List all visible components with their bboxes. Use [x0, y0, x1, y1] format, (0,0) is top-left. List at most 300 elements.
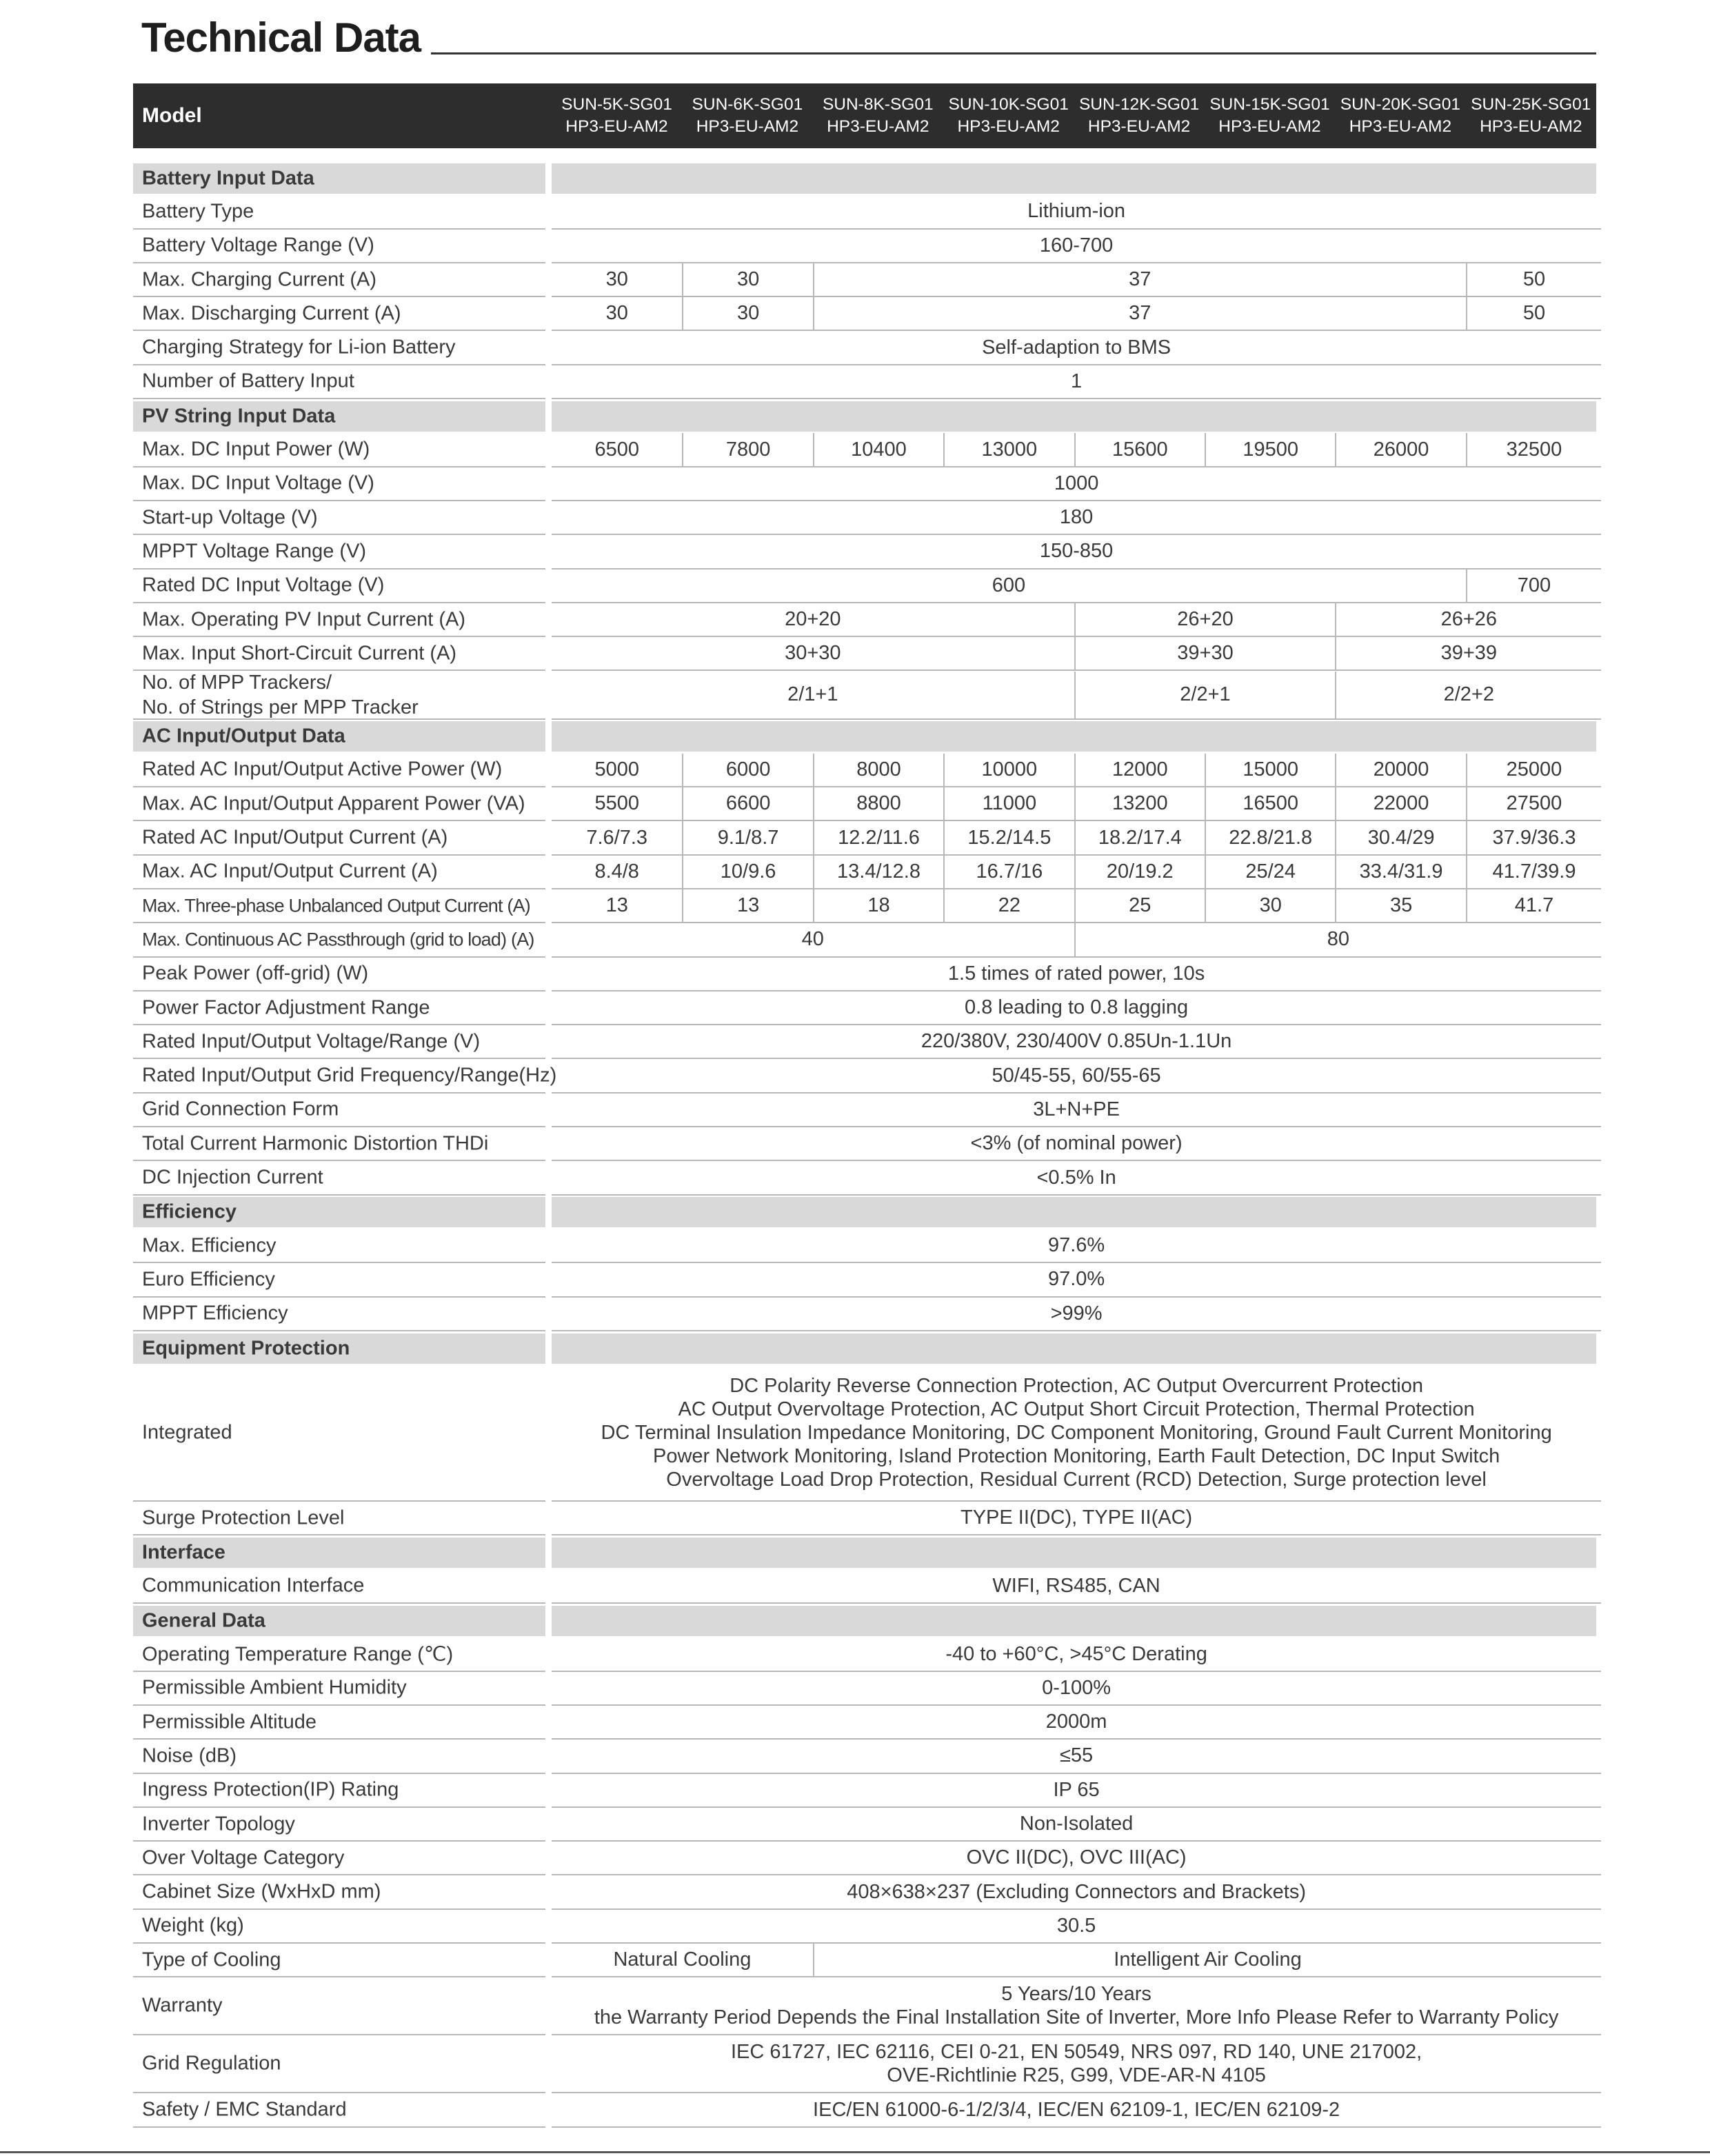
spec-value: 25 [1074, 889, 1205, 923]
section-header [133, 401, 1596, 432]
spec-value: 50/45-55, 60/55-65 [552, 1060, 1601, 1094]
spec-label: Start-up Voltage (V) [142, 506, 318, 529]
spec-label: Communication Interface [142, 1574, 365, 1597]
spec-value: 26+26 [1335, 603, 1601, 637]
spec-value: IEC/EN 61000-6-1/2/3/4, IEC/EN 62109-1, IEC/EN 62109-2 [552, 2093, 1601, 2127]
spec-row [133, 754, 1596, 787]
spec-row [133, 1263, 1596, 1297]
spec-value: >99% [552, 1298, 1601, 1331]
spec-label-cell [133, 1977, 545, 2035]
spec-value: 20/19.2 [1074, 856, 1205, 889]
spec-label-cell [133, 230, 545, 263]
spec-label: Type of Cooling [142, 1948, 281, 1971]
spec-row [133, 672, 1596, 720]
spec-label: Rated AC Input/Output Current (A) [142, 826, 448, 849]
spec-value: 16.7/16 [943, 856, 1074, 889]
spec-value-line: AC Output Overvoltage Protection, AC Output Short Circuit Protection, Thermal Protection [678, 1398, 1475, 1421]
spec-row [133, 1876, 1596, 1910]
spec-row [133, 1365, 1596, 1502]
spec-value: WIFI, RS485, CAN [552, 1570, 1601, 1604]
spec-label: Noise (dB) [142, 1744, 237, 1767]
spec-value: 180 [552, 501, 1601, 535]
spec-label: Max. Charging Current (A) [142, 268, 377, 291]
spec-label: Rated Input/Output Voltage/Range (V) [142, 1030, 481, 1053]
spec-row [133, 1229, 1596, 1263]
section-title: AC Input/Output Data [142, 725, 345, 747]
section-label-box [133, 1333, 545, 1364]
spec-row [133, 1706, 1596, 1740]
section-fill [552, 1606, 1596, 1636]
section-fill [552, 1333, 1596, 1364]
spec-value: 22.8/21.8 [1205, 821, 1335, 855]
model-column-header [552, 94, 682, 138]
spec-row [133, 1127, 1596, 1161]
spec-value: Self-adaption to BMS [552, 332, 1601, 365]
spec-label-cell [133, 1842, 545, 1875]
spec-value: 12.2/11.6 [813, 821, 943, 855]
spec-row [133, 1638, 1596, 1671]
spec-value: <3% (of nominal power) [552, 1127, 1601, 1161]
spec-label: Battery Type [142, 200, 254, 223]
section-fill [552, 1197, 1596, 1227]
spec-row [133, 787, 1596, 821]
spec-row [133, 2035, 1596, 2093]
spec-row [133, 1977, 1596, 2035]
spec-value: Intelligent Air Cooling [813, 1944, 1601, 1977]
spec-value: 7800 [682, 433, 812, 467]
spec-value: 6500 [552, 433, 682, 467]
spec-value: 13 [682, 889, 812, 923]
spec-label: Battery Voltage Range (V) [142, 234, 374, 256]
spec-row [133, 2093, 1596, 2127]
spec-label: MPPT Efficiency [142, 1302, 288, 1324]
spec-value: 0-100% [552, 1672, 1601, 1706]
spec-label: Grid Regulation [142, 2052, 281, 2075]
spec-label-cell [133, 365, 545, 399]
model-name: SUN-12K-SG01 [1078, 95, 1200, 114]
spec-value: 2/2+2 [1335, 672, 1601, 720]
spec-label-cell [133, 332, 545, 365]
section-header [133, 1197, 1596, 1227]
spec-label-cell [133, 1706, 545, 1740]
spec-value: 35 [1335, 889, 1465, 923]
model-name: SUN-15K-SG01 [1209, 95, 1330, 114]
spec-value: 6600 [682, 787, 812, 821]
spec-label: Max. AC Input/Output Current (A) [142, 860, 438, 883]
spec-value: 16500 [1205, 787, 1335, 821]
spec-value: 13200 [1074, 787, 1205, 821]
spec-row [133, 467, 1596, 501]
spec-label: Over Voltage Category [142, 1846, 345, 1869]
spec-label-cell [133, 1365, 545, 1502]
spec-label-cell [133, 1025, 545, 1059]
spec-label-cell [133, 501, 545, 535]
spec-row [133, 1672, 1596, 1706]
spec-row [133, 1161, 1596, 1195]
spec-value: 15000 [1205, 754, 1335, 787]
spec-label: Weight (kg) [142, 1914, 244, 1937]
spec-value: 13.4/12.8 [813, 856, 943, 889]
model-variant: HP3-EU-AM2 [565, 117, 668, 136]
spec-value: 20+20 [552, 603, 1074, 637]
spec-label-cell [133, 1876, 545, 1910]
spec-value: 19500 [1205, 433, 1335, 467]
spec-value: 40 [552, 923, 1074, 957]
spec-row [133, 230, 1596, 263]
spec-row [133, 1094, 1596, 1127]
spec-label-cell [133, 672, 545, 720]
spec-label: Total Current Harmonic Distortion THDi [142, 1132, 489, 1155]
spec-row [133, 1060, 1596, 1094]
spec-value: 26+20 [1074, 603, 1336, 637]
section-header [133, 721, 1596, 752]
spec-value: 30.5 [552, 1910, 1601, 1944]
spec-value: 39+39 [1335, 637, 1601, 671]
spec-label-cell [133, 1161, 545, 1195]
spec-label [142, 670, 419, 720]
spec-value: 11000 [943, 787, 1074, 821]
spec-label-cell [133, 1127, 545, 1161]
spec-label: Charging Strategy for Li-ion Battery [142, 336, 456, 359]
spec-row [133, 332, 1596, 365]
spec-label: Euro Efficiency [142, 1268, 275, 1291]
model-column-header [1466, 94, 1596, 138]
spec-label: Power Factor Adjustment Range [142, 996, 430, 1019]
spec-value: Natural Cooling [552, 1944, 813, 1977]
spec-label: Max. DC Input Power (W) [142, 438, 370, 461]
spec-value-line: OVE-Richtlinie R25, G99, VDE-AR-N 4105 [887, 2064, 1266, 2087]
spec-value: Lithium-ion [552, 195, 1601, 229]
spec-label: Rated Input/Output Grid Frequency/Range(Hz) [142, 1064, 557, 1087]
spec-value: ≤55 [552, 1740, 1601, 1773]
spec-label: Max. Continuous AC Passthrough (grid to load) (A) [142, 929, 534, 950]
title-area [141, 14, 1596, 62]
spec-label-cell [133, 637, 545, 671]
model-variant: HP3-EU-AM2 [1218, 117, 1321, 136]
section-header [133, 1333, 1596, 1364]
spec-label: Grid Connection Form [142, 1098, 339, 1120]
spec-row [133, 856, 1596, 889]
spec-label: Warranty [142, 1994, 223, 2017]
spec-label-cell [133, 1502, 545, 1535]
spec-value: TYPE II(DC), TYPE II(AC) [552, 1502, 1601, 1535]
spec-label-cell [133, 2035, 545, 2093]
spec-label-cell [133, 856, 545, 889]
model-variant: HP3-EU-AM2 [1349, 117, 1452, 136]
spec-value: IP 65 [552, 1774, 1601, 1808]
spec-row [133, 1502, 1596, 1535]
spec-value: 7.6/7.3 [552, 821, 682, 855]
spec-value: 600 [552, 570, 1466, 603]
spec-row [133, 958, 1596, 991]
spec-row [133, 1842, 1596, 1875]
spec-value: Non-Isolated [552, 1808, 1601, 1842]
spec-value: 8.4/8 [552, 856, 682, 889]
spec-value: 50 [1466, 263, 1601, 297]
spec-value-line: DC Polarity Reverse Connection Protection, AC Output Overcurrent Protection [730, 1375, 1423, 1398]
spec-label-cell [133, 467, 545, 501]
spec-row [133, 1570, 1596, 1604]
spec-label-cell [133, 1808, 545, 1842]
spec-value: 12000 [1074, 754, 1205, 787]
spec-value: 37.9/36.3 [1466, 821, 1601, 855]
spec-value: 18.2/17.4 [1074, 821, 1205, 855]
spec-value: 15600 [1074, 433, 1205, 467]
spec-label-cell [133, 297, 545, 331]
section-label-box [133, 1538, 545, 1568]
spec-value: 10/9.6 [682, 856, 812, 889]
section-label-box [133, 401, 545, 432]
spec-row [133, 603, 1596, 637]
spec-label-cell [133, 1638, 545, 1671]
spec-label: Number of Battery Input [142, 370, 354, 392]
spec-value-line: IEC 61727, IEC 62116, CEI 0-21, EN 50549, NRS 097, RD 140, UNE 217002, [731, 2041, 1422, 2064]
model-name: SUN-10K-SG01 [948, 95, 1069, 114]
section-label-box [133, 1606, 545, 1636]
spec-label-cell [133, 1570, 545, 1604]
section-fill [552, 1538, 1596, 1568]
model-variant: HP3-EU-AM2 [827, 117, 929, 136]
spec-row [133, 501, 1596, 535]
spec-label: Permissible Altitude [142, 1711, 317, 1733]
page-title: Technical Data [141, 14, 421, 61]
spec-row [133, 923, 1596, 957]
spec-row [133, 889, 1596, 923]
spec-label: Max. AC Input/Output Apparent Power (VA) [142, 792, 525, 815]
spec-value: 2/2+1 [1074, 672, 1336, 720]
section-title: Battery Input Data [142, 167, 314, 190]
model-column-header [943, 94, 1074, 138]
spec-label-cell [133, 2093, 545, 2127]
spec-label: Max. Efficiency [142, 1234, 276, 1257]
spec-label-cell [133, 787, 545, 821]
section-fill [552, 401, 1596, 432]
section-header [133, 163, 1596, 194]
spec-label-cell [133, 1263, 545, 1297]
spec-label-cell [133, 1298, 545, 1331]
spec-value: 41.7 [1466, 889, 1601, 923]
spec-value: 33.4/31.9 [1335, 856, 1465, 889]
spec-value: 26000 [1335, 433, 1465, 467]
spec-label-cell [133, 923, 545, 957]
title-rule [431, 52, 1596, 54]
section-title: Interface [142, 1541, 225, 1564]
spec-value: 18 [813, 889, 943, 923]
spec-label: Max. Three-phase Unbalanced Output Current (A) [142, 895, 531, 916]
spec-value: 50 [1466, 297, 1601, 331]
spec-row [133, 1774, 1596, 1808]
spec-value: 22 [943, 889, 1074, 923]
spec-label: MPPT Voltage Range (V) [142, 540, 367, 563]
spec-row [133, 263, 1596, 297]
model-variant: HP3-EU-AM2 [1480, 117, 1582, 136]
spec-row [133, 297, 1596, 331]
model-column-header [813, 94, 943, 138]
spec-label: Integrated [142, 1421, 232, 1444]
spec-label: Peak Power (off-grid) (W) [142, 962, 369, 985]
model-variant: HP3-EU-AM2 [957, 117, 1060, 136]
spec-value: 97.0% [552, 1263, 1601, 1297]
spec-value: 20000 [1335, 754, 1465, 787]
spec-value: 27500 [1466, 787, 1601, 821]
spec-row [133, 821, 1596, 855]
spec-value-line: the Warranty Period Depends the Final Installation Site of Inverter, More Info Please Refer to Warranty Policy [594, 2006, 1559, 2029]
spec-row [133, 1808, 1596, 1842]
spec-value: 2000m [552, 1706, 1601, 1740]
spec-value: 9.1/8.7 [682, 821, 812, 855]
spec-row [133, 1944, 1596, 1977]
model-column-header [1074, 94, 1205, 138]
spec-label-cell [133, 195, 545, 229]
spec-value: -40 to +60°C, >45°C Derating [552, 1638, 1601, 1671]
bottom-rule [0, 2151, 1710, 2153]
spec-value: 37 [813, 263, 1466, 297]
model-label: Model [142, 104, 202, 127]
spec-value: 8000 [813, 754, 943, 787]
spec-value: 13000 [943, 433, 1074, 467]
spec-value: 0.8 leading to 0.8 lagging [552, 991, 1601, 1025]
spec-value: 6000 [682, 754, 812, 787]
spec-value: 700 [1466, 570, 1601, 603]
section-label-box [133, 1197, 545, 1227]
spec-value: <0.5% In [552, 1161, 1601, 1195]
section-fill [552, 721, 1596, 752]
section-title: General Data [142, 1609, 265, 1632]
model-name: SUN-20K-SG01 [1340, 95, 1461, 114]
spec-value: 10400 [813, 433, 943, 467]
section-header [133, 1606, 1596, 1636]
spec-label-cell [133, 535, 545, 569]
spec-label-cell [133, 1229, 545, 1263]
spec-row [133, 1025, 1596, 1059]
spec-value: 408×638×237 (Excluding Connectors and Brackets) [552, 1876, 1601, 1910]
spec-value: 32500 [1466, 433, 1601, 467]
spec-label: Inverter Topology [142, 1813, 295, 1835]
spec-label-cell [133, 1944, 545, 1977]
model-name: SUN-5K-SG01 [561, 95, 672, 114]
spec-value: 1.5 times of rated power, 10s [552, 958, 1601, 991]
spec-row [133, 195, 1596, 229]
spec-label: Max. Discharging Current (A) [142, 302, 401, 325]
section-title: PV String Input Data [142, 405, 336, 427]
spec-label-cell [133, 433, 545, 467]
spec-value: 1000 [552, 467, 1601, 501]
spec-value: 13 [552, 889, 682, 923]
spec-row [133, 535, 1596, 569]
spec-value [552, 1365, 1601, 1502]
spec-row [133, 570, 1596, 603]
spec-value: 30+30 [552, 637, 1074, 671]
spec-row [133, 991, 1596, 1025]
spec-row [133, 365, 1596, 399]
spec-label: Permissible Ambient Humidity [142, 1676, 407, 1699]
spec-label: Rated AC Input/Output Active Power (W) [142, 758, 503, 780]
spec-label: Max. Operating PV Input Current (A) [142, 608, 466, 631]
spec-label-cell [133, 991, 545, 1025]
model-column-header [1205, 94, 1335, 138]
spec-value: 220/380V, 230/400V 0.85Un-1.1Un [552, 1025, 1601, 1059]
spec-value: 160-700 [552, 230, 1601, 263]
spec-label: Safety / EMC Standard [142, 2098, 347, 2121]
model-name: SUN-8K-SG01 [822, 95, 934, 114]
model-name: SUN-25K-SG01 [1471, 95, 1591, 114]
spec-label-cell [133, 1060, 557, 1094]
spec-value: 30 [552, 297, 682, 331]
spec-value: 22000 [1335, 787, 1465, 821]
spec-value-line: DC Terminal Insulation Impedance Monitoring, DC Component Monitoring, Ground Fault Current Monitoring [601, 1422, 1552, 1444]
model-variant: HP3-EU-AM2 [696, 117, 799, 136]
spec-value: 15.2/14.5 [943, 821, 1074, 855]
model-header-bar [133, 83, 1596, 148]
spec-label-cell [133, 1774, 545, 1808]
spec-label-cell [133, 1672, 545, 1706]
spec-row [133, 1298, 1596, 1331]
spec-label-cell [133, 754, 545, 787]
spec-label-cell [133, 889, 545, 923]
spec-value: 97.6% [552, 1229, 1601, 1263]
spec-value: OVC II(DC), OVC III(AC) [552, 1842, 1601, 1875]
spec-label-line: No. of Strings per MPP Tracker [142, 696, 419, 718]
model-name: SUN-6K-SG01 [692, 95, 803, 114]
spec-label-cell [133, 958, 545, 991]
spec-label-cell [133, 1740, 545, 1773]
spec-value: 5500 [552, 787, 682, 821]
spec-value: 3L+N+PE [552, 1094, 1601, 1127]
spec-label-cell [133, 1094, 545, 1127]
spec-value: 30 [682, 297, 812, 331]
spec-label: Surge Protection Level [142, 1507, 345, 1529]
spec-label: DC Injection Current [142, 1166, 323, 1189]
spec-value: 10000 [943, 754, 1074, 787]
spec-label-line: No. of MPP Trackers/ [142, 671, 332, 694]
spec-label-cell [133, 1910, 545, 1944]
spec-value: 25000 [1466, 754, 1601, 787]
spec-label-cell [133, 570, 545, 603]
section-label-box [133, 163, 545, 194]
spec-label: Max. Input Short-Circuit Current (A) [142, 642, 457, 665]
section-label-box [133, 721, 545, 752]
spec-row [133, 637, 1596, 671]
spec-value: 25/24 [1205, 856, 1335, 889]
spec-row [133, 1740, 1596, 1773]
section-title: Equipment Protection [142, 1337, 350, 1360]
spec-value: 41.7/39.9 [1466, 856, 1601, 889]
spec-value: 30 [552, 263, 682, 297]
section-fill [552, 163, 1596, 194]
spec-value [552, 1977, 1601, 2035]
model-variant: HP3-EU-AM2 [1087, 117, 1191, 136]
spec-label-cell [133, 821, 545, 855]
model-column-header [1335, 94, 1465, 138]
model-column-header [682, 94, 812, 138]
spec-label-cell [133, 603, 545, 637]
spec-value: 30.4/29 [1335, 821, 1465, 855]
spec-value-line: Power Network Monitoring, Island Protection Monitoring, Earth Fault Detection, DC Input Switch [652, 1445, 1500, 1468]
spec-value: 30 [682, 263, 812, 297]
spec-label-cell [133, 263, 545, 297]
section-header [133, 1538, 1596, 1568]
spec-value: 37 [813, 297, 1466, 331]
spec-value-line: 5 Years/10 Years [1001, 1983, 1151, 2006]
spec-value: 8800 [813, 787, 943, 821]
spec-value: 150-850 [552, 535, 1601, 569]
spec-label: Operating Temperature Range (℃) [142, 1643, 454, 1666]
spec-value-line: Overvoltage Load Drop Protection, Residual Current (RCD) Detection, Surge protection level [666, 1469, 1487, 1491]
spec-value: 2/1+1 [552, 672, 1074, 720]
spec-row [133, 433, 1596, 467]
spec-label: Ingress Protection(IP) Rating [142, 1778, 399, 1801]
spec-label: Max. DC Input Voltage (V) [142, 472, 374, 494]
